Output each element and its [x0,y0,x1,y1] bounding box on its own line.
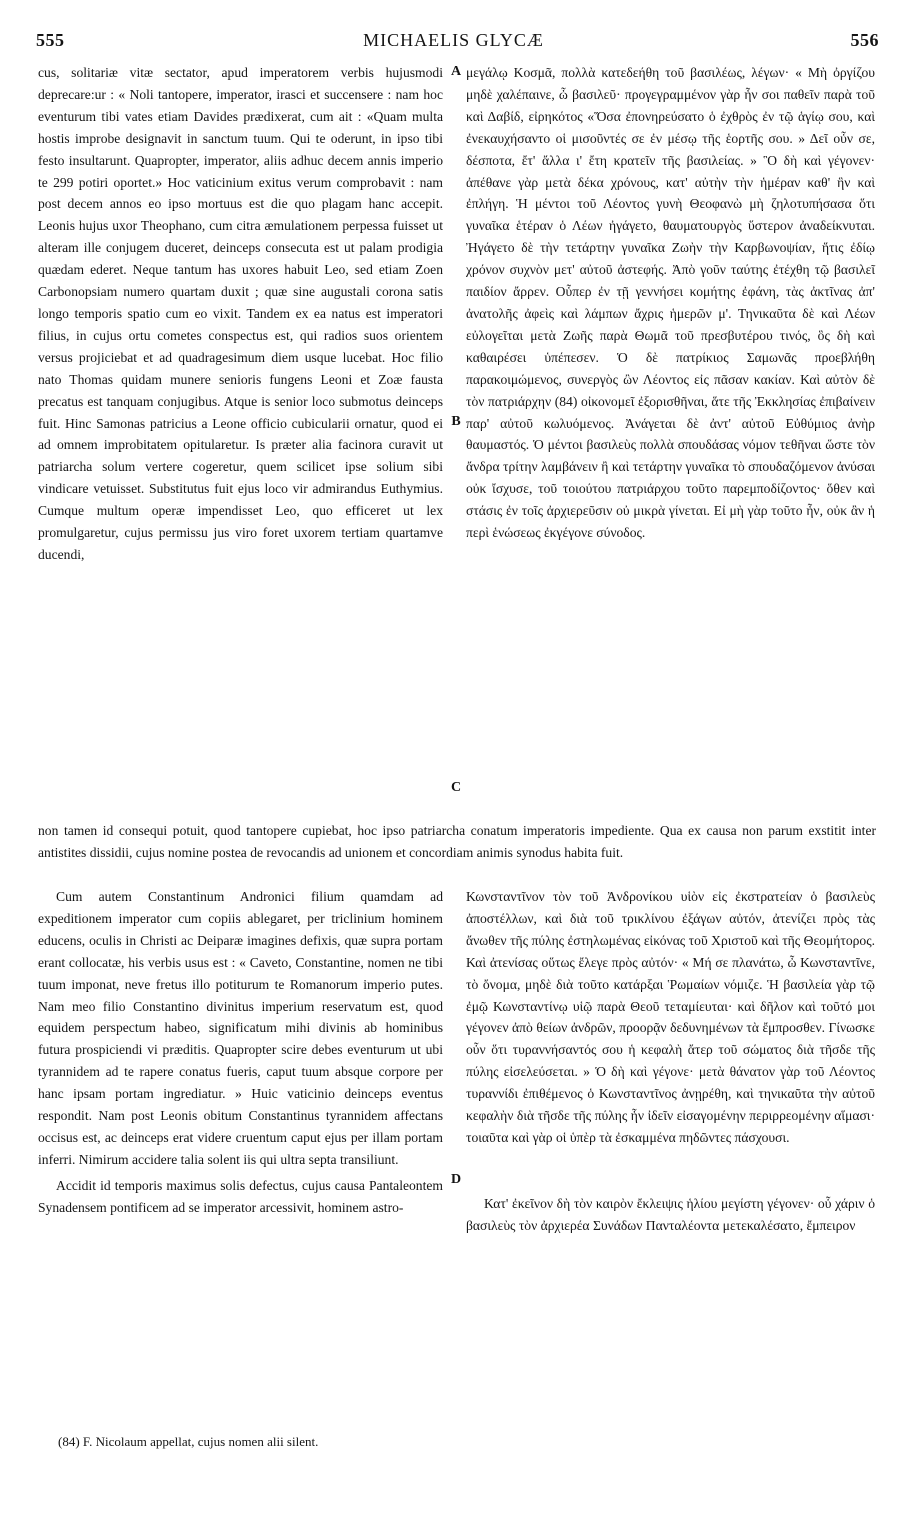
latin-column-top [38,62,443,566]
margin-marker-c: C [450,780,462,795]
latin-column-bottom [38,886,443,1219]
running-title: MICHAELIS GLYCÆ [363,30,544,50]
full-width-paragraph [38,820,876,864]
greek-paragraph: Κωνσταντῖνον τὸν τοῦ Ἀνδρονίκου υἱὸν εἰς ἐκστρατείαν ὁ βασιλεὺς ἀποστέλλων, καὶ διὰ τοῦ τρικλίνου ἐξάγων αὐτόν, ἀτενίζει πρὸς τὰς ἄνωθεν τῆς πύλης ἐστηλωμένας εἰκόνας τοῦ Χριστοῦ καὶ τῆς Θεομήτορος. Καὶ ἀτενίσας οὕτως ἔλεγε πρὸς αὐτόν· « Μή σε πλανάτω, ὦ Κωνσταντῖνε, τὸ ὄνομα, μηδὲ διὰ τοῦτο κατάρξαι Ῥωμαίων νόμιζε. Ἡ βασιλεία γὰρ τῷ ἐμῷ Κωνσταντίνῳ υἱῷ παρὰ Θεοῦ τεταμίευται· καὶ δῆλον καὶ τοῦτό μοι γέγονεν ἀπὸ θείων ἀνδρῶν, προορᾷν δεδυνημένων τὰ ἔμπροσθεν. Γίνωσκε οὖν ὅτι τυραννήσαντός σου ἡ κεφαλὴ ἄτερ τοῦ σώματος διὰ τῆσδε τῆς πύλης εἰσελεύσεται. » Ὁ δὴ καὶ γέγονε· μετὰ θάνατον γὰρ τοῦ Λέοντος τυραννίδι ἐπιθέμενος ὁ Κωνσταντῖνος ἀνῃρέθη, καὶ τηνικαῦτα τὴν αὐτοῦ κεφαλὴν διὰ τῆσδε τῆς πύλης ἦν ἰδεῖν εἰσαγομένην περιρρεομένην αἵμασι· τοιαῦτα καὶ γὰρ οἱ ὑπὲρ τὰ ἐσκαμμένα πηδῶντες πάσχουσι. [466,889,875,1145]
margin-marker-a: A [450,64,462,79]
margin-marker-b: B [451,414,461,429]
latin-paragraph: Accidit id temporis maximus solis defectus, cujus causa Pantaleontem Synadensem pontificem ad se imperator arcessivit, hominem astro- [38,1177,443,1215]
page-number-right: 556 [850,30,879,50]
footnote: (84) F. Nicolaum appellat, cujus nomen alii silent. [58,1434,319,1449]
latin-paragraph: cus, solitariæ vitæ sectator, apud imperatorem verbis hujusmodi deprecare:ur : « Noli tantopere, imperator, irasci et succensere : nam hoc eventurum tibi vates etiam Davides prædixerat, cum ait : «Quam multa hostis improbe designavit in sanctum tuum. Qui te oderunt, in ipso tibi festo insultarunt. Quapropter, imperator, aliis adhuc decem annis imperio te 299 potiri oportet.» Hoc vaticinium exitus verum comprobavit : nam post decem annos eo ipso mortuus est die quo plagam hanc accepit. Leonis hujus uxor Theophano, cum citra æmulationem perpessa fuisset ut alteram ille conjugem duceret, deinceps consecuta est ut palam prodigia quædam ederet. Neque tantum has uxores habuit Leo, sed etiam Zoen Carbonopsiam numero quartam duxit ; quæ sine augustali corona satis longo temporis spatio cum eo vixit. Tandem ex ea natus est imperatori filius, in cujus ortu cometes conspectus est, qui radios suos orientem versus projiciebat et ad quadragesimum diem usque lucebat. Hoc filio nato Thomas quidam munere senioris fungens Leoni et Zoæ fausta precatus est tanquam conjugibus. Atque is senior loco submotus deinceps fuit. Hinc Samonas patricius a Leone officio cubicularii ornatur, quod ei ad omnem improbitatem opitularetur. Is præter alia facinora curavit ut patriarcha solum vertere cogeretur, quem scilicet ipse solium sibi vindicare vetuisset. Substitutus fuit ejus loco vir admirandus Euthymius. Cumque multum operæ impendisset Leo, quo efficeret ut lex promulgaretur, cujus permissu jus viro foret uxorem tertiam quartamve ducendi, [38,65,443,562]
greek-column-top [466,62,875,544]
full-width-text: non tamen id consequi potuit, quod tantopere cupiebat, hoc ipso patriarcha conatum imperatoris impediente. Qua ex causa non parum exstitit inter antistites dissidii, cujus nomine postea de revocandis ad unionem et concordiam animis synodus habita fuit. [38,823,876,860]
page-number-left: 555 [36,30,65,50]
greek-column-bottom [466,886,875,1237]
greek-paragraph: μεγάλῳ Κοσμᾶ, πολλὰ κατεδεήθη τοῦ βασιλέως, λέγων· « Μὴ ὀργίζου μηδὲ χαλέπαινε, ὦ βασιλεῦ· προγεγραμμένον γὰρ ἦν σοι παθεῖν παρὰ τοῦ καὶ Δαβίδ, εἰρηκότος «Ὅσα ἐπονηρεύσατο ὁ ἐχθρὸς ἐν τῷ ἁγίῳ σου, καὶ ἐνεκαυχήσαντο οἱ μισοῦντές σε ἐν μέσῳ τῆς ἑορτῆς σου. » Δεῖ οὖν σε, δέσποτα, ἔτ' ἄλλα ι' ἔτη κρατεῖν τῆς βασιλείας. » Ὃ δὴ καὶ γέγονεν· ἀπέθανε γὰρ μετὰ δέκα χρόνους, κατ' αὐτὴν τὴν ἡμέραν καθ' ἣν καὶ ἐπλήγη. Ἡ μέντοι τοῦ Λέοντος γυνὴ Θεοφανὼ μὴ ζηλοτυπήσασα ὅτι γυναῖκα ἑτέραν ὁ Λέων ἠγάγετο, θαυματουργὸς ὕστερον ἀναδείκνυται. Ἠγάγετο δὲ τὴν τετάρτην γυναῖκα Ζωὴν τὴν Καρβωνοψίαν, ἥτις ἐδίῳ χρόνον συχνὸν μετ' αὐτοῦ ἀστεφής. Ἀπὸ γοῦν ταύτης ἐτέχθη τῷ βασιλεῖ παιδίον ἄρρεν. Οὗπερ ἐν τῇ γεννήσει κομήτης ἐφάνη, τὰς ἀκτῖνας ἀπ' ἀνατολῆς ἀφεὶς καὶ λάμπων ἄχρις ἡμερῶν μ'. Τηνικαῦτα δὲ καὶ Λέων εὐλογεῖται μετὰ Ζωῆς παρὰ Θωμᾶ τοῦ πρεσβυτέρου τινός, ὃς δὴ καὶ καθαιρέσει ὑπέπεσεν. Ὁ δὲ πατρίκιος Σαμωνᾶς προεβλήθη παρακοιμώμενος, συνεργὸς ὢν Λέοντος εἰς πᾶσαν κακίαν. Καὶ αὐτὸν δὲ τὸν πατριάρχην (84) οἰκονομεῖ ἐξορισθῆναι, ἅτε τῆς Ἐκκλησίας ἐπιβαίνειν παρ' αὐτοῦ κωλυόμενος. Ἀνάγεται δὲ ἀντ' αὐτοῦ Εὐθύμιος ἀνὴρ θαυμαστός. Ὁ μέντοι βασιλεὺς πολλὰ σπουδάσας νόμον τεθῆναι ὥστε τὸν ἄνδρα τρίτην λαμβάνειν ἢ καὶ τετάρτην γυναῖκα τὸ σπουδαζόμενον ἀνύσαι οὐκ ἴσχυσε, τοῦ τοιούτου πατριάρχου τοῦτο παρεμποδίζοντος· ὅθεν καὶ στάσις ἐν τοῖς ἀρχιερεῦσιν οὐ μικρὰ γίνεται. Εἰ μὴ γὰρ τοῦτο ἦν, οὐκ ἂν ἡ περὶ ἑνώσεως ἐκγέγονε σύνοδος. [466,65,875,541]
latin-paragraph: Cum autem Constantinum Andronici filium quamdam ad expeditionem imperator cum copiis ablegaret, per triclinium hominem educens, oculis in Christi ac Deiparæ imagines defixis, quæ supra portam erant collocatæ, his verbis usus est : « Caveto, Constantine, nomen ne tibi tuum imponat, neve fretus illo potiturum te Romanorum imperio putes. Nam meo filio Constantino divinitus imperium reservatum est, quod equidem perspectum habeo, significatum mihi divinis ab hominibus futura prospiciendi vi præditis. Quapropter scire debes eventurum ut ubi tyrannidem ad te rapere conatus fueris, caput tuum absque corpore per hanc ipsam portam ingrediatur. » Huic vaticinio deinceps eventus respondit. Nam post Leonis obitum Constantinus tyrannidem affectans occisus est, ac deinceps erat videre cruentum caput ejus per illam portam inferri. Nimirum accidere talia solent iis qui ultra septa transiliunt. [38,889,443,1167]
margin-marker-d: D [450,1172,462,1187]
greek-paragraph: Κατ' ἐκεῖνον δὴ τὸν καιρὸν ἔκλειψις ἡλίου μεγίστη γέγονεν· οὗ χάριν ὁ βασιλεὺς τὸν ἀρχιερέα Συνάδων Πανταλέοντα μετεκαλέσατο, ἔμπειρον [466,1195,875,1233]
